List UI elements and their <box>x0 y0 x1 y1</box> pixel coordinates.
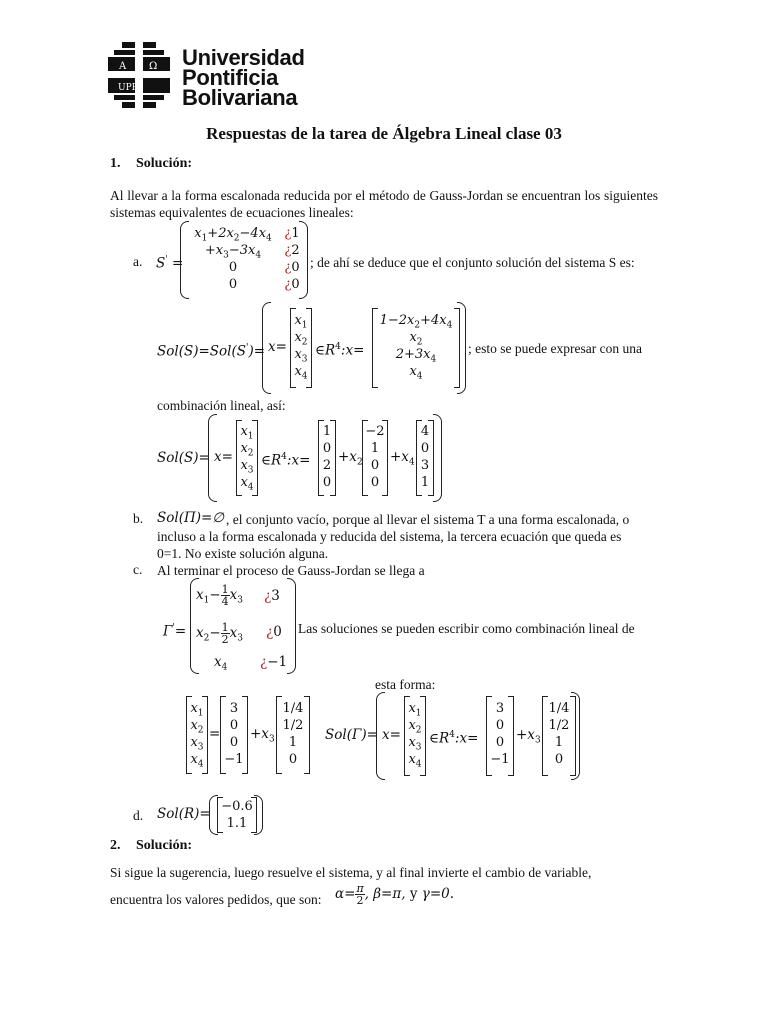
solution-set-gamma: x= $x_1$ $x_2$ $x_3$ $x_4$ $\in R^4:x=$ 3 0 0 −1 $+x_3$ 1/4 1/2 1 0 <box>376 692 580 780</box>
page-title: Respuestas de la tarea de Álgebra Lineal clase 03 <box>206 124 562 143</box>
section2-number: 2. <box>110 838 121 853</box>
university-logo <box>108 42 328 110</box>
section1-intro: Al llevar a la forma escalonada reducida por el método de Gauss-Jordan se encuentran los siguientes sistemas equivalentes de ecuaciones lineales: <box>110 188 658 220</box>
system-gamma-prime: $x_1-$ $\frac{1}{4}$ $x_3$ $x_2-$ $\frac{1}{2}$ $x_3$ $x_4$ ¿3 ¿0 ¿−1 <box>190 578 296 674</box>
item-b-text1: , el conjunto vacío, porque al llevar el sistema T a una forma escalonada, o <box>226 512 630 527</box>
sol-r-value-2: 1.1 <box>226 816 248 831</box>
logo-upb: UPB <box>118 83 139 93</box>
item-c-text1: Al terminar el proceso de Gauss-Jordan se llega a <box>157 563 425 578</box>
sol-pi-empty: Sol(Π)=∅ <box>157 510 225 526</box>
item-a-text3: combinación lineal, así: <box>157 398 286 413</box>
item-b-label: b. <box>133 511 144 526</box>
gamma-combination: $x_1$ $x_2$ $x_3$ $x_4$ = 3 0 0 −1 $+x_3$ 1/4 1/2 1 0 <box>186 694 310 778</box>
item-c-text3: esta forma: <box>375 677 436 692</box>
sol-r-equals: Sol(R)= <box>157 806 211 822</box>
section2-text1: Si sigue la sugerencia, luego resuelve el sistema, y al final invierte el cambio de variable, <box>110 865 592 880</box>
sol-r-value-1: −0.6 <box>221 799 253 814</box>
section2-result: α= $\frac{\pi}{2}$ , β=π, y γ=0. <box>335 882 455 907</box>
item-a-text: ; de ahí se deduce que el conjunto solución del sistema S es: <box>310 255 635 270</box>
section2-text2: encuentra los valores pedidos, que son: <box>110 892 322 907</box>
sol-gamma-equals: Sol(Γ)= <box>325 727 378 743</box>
gamma-prime-name: Γ'= <box>163 623 187 640</box>
university-name-line3: Bolivariana <box>182 85 298 110</box>
sol-s-equals: Sol(S)=Sol(S')= <box>157 343 266 360</box>
item-a-text2: ; esto se puede expresar con una <box>468 341 642 356</box>
item-a-label: a. <box>133 254 143 269</box>
university-name <box>182 45 305 110</box>
combination-s: x= $x_1$ $x_2$ $x_3$ $x_4$ $\in R^4:x=$ 1 0 2 0 $+x_2$ −2 1 0 0 $+x_4$ 4 0 3 1 <box>208 414 442 502</box>
item-c-label: c. <box>133 562 143 577</box>
section1-number: 1. <box>110 156 121 171</box>
sol-s-combination: Sol(S)= <box>157 450 210 466</box>
item-d-label: d. <box>133 808 144 823</box>
item-c-text2: Las soluciones se pueden escribir como combinación lineal de <box>298 621 635 636</box>
section1-title: Solución: <box>136 156 193 171</box>
upb-crest-icon <box>108 42 170 108</box>
system-s-prime-name: S' = <box>156 255 184 272</box>
logo-omega: Ω <box>149 61 158 72</box>
solution-set-s: x= $x_1$ $x_2$ $x_3$ $x_4$ $\in R^4:x=$ $1-2x_2+4x_4$ $x_2$ $2+3x_4$ $x_4$ <box>262 302 466 394</box>
section1-heading <box>110 156 192 172</box>
section2-heading <box>110 838 192 854</box>
logo-alpha: A <box>119 61 127 72</box>
university-name-line1: Universidad <box>182 45 305 70</box>
item-b-text3: 0=1. No existe solución alguna. <box>157 546 329 561</box>
solution-set-r <box>209 795 263 835</box>
university-name-line2: Pontificia <box>182 65 279 90</box>
item-b-text2: incluso a la forma escalonada y reducida del sistema, la tercera ecuación que queda es <box>157 529 622 544</box>
section2-title: Solución: <box>136 838 193 853</box>
system-s-prime: $x_1+2x_2-4x_4$ $+x_3-3x_4$ 0 0 ¿1 ¿2 ¿0 ¿0 <box>180 221 308 299</box>
